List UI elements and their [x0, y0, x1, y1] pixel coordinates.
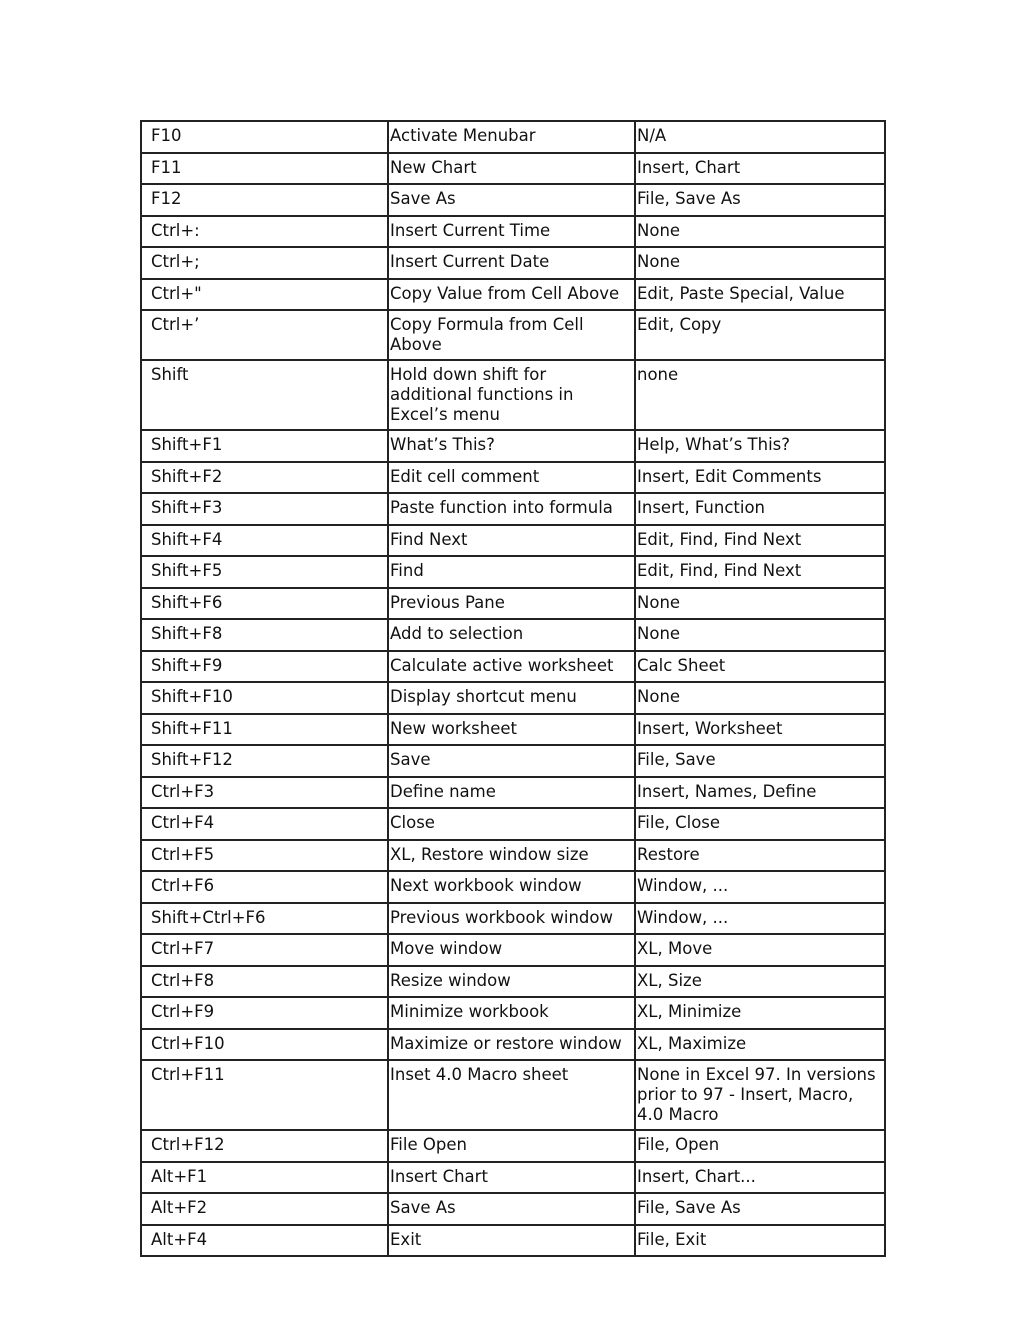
menu-equivalent-cell: Window, ...: [635, 903, 885, 935]
function-cell: Resize window: [388, 966, 635, 998]
shortcut-key-cell: Shift+F4: [141, 525, 388, 557]
menu-equivalent-cell: XL, Maximize: [635, 1029, 885, 1061]
menu-equivalent-cell: None: [635, 247, 885, 279]
function-cell: Activate Menubar: [388, 121, 635, 153]
table-row: [141, 1060, 885, 1130]
shortcut-key-cell: F12: [141, 184, 388, 216]
function-cell: Copy Formula from Cell Above: [388, 310, 635, 360]
menu-equivalent-cell: Edit, Find, Find Next: [635, 556, 885, 588]
shortcut-key-cell: Shift+F6: [141, 588, 388, 620]
table-row: [141, 1029, 885, 1061]
table-row: [141, 966, 885, 998]
shortcut-key-cell: Shift+F5: [141, 556, 388, 588]
menu-equivalent-cell: File, Save As: [635, 1193, 885, 1225]
menu-equivalent-cell: File, Exit: [635, 1225, 885, 1257]
function-cell: Edit cell comment: [388, 462, 635, 494]
table-row: [141, 588, 885, 620]
table-row: [141, 619, 885, 651]
function-cell: Close: [388, 808, 635, 840]
menu-equivalent-cell: File, Open: [635, 1130, 885, 1162]
menu-equivalent-cell: File, Close: [635, 808, 885, 840]
table-row: [141, 934, 885, 966]
menu-equivalent-cell: None: [635, 619, 885, 651]
table-row: [141, 430, 885, 462]
menu-equivalent-cell: File, Save: [635, 745, 885, 777]
menu-equivalent-cell: Calc Sheet: [635, 651, 885, 683]
menu-equivalent-cell: None: [635, 588, 885, 620]
function-cell: Maximize or restore window: [388, 1029, 635, 1061]
table-row: [141, 121, 885, 153]
function-cell: Insert Current Time: [388, 216, 635, 248]
function-cell: Add to selection: [388, 619, 635, 651]
shortcut-key-cell: Shift+F10: [141, 682, 388, 714]
table-row: [141, 1193, 885, 1225]
function-cell: Exit: [388, 1225, 635, 1257]
menu-equivalent-cell: XL, Size: [635, 966, 885, 998]
shortcut-key-cell: Ctrl+F7: [141, 934, 388, 966]
function-cell: Minimize workbook: [388, 997, 635, 1029]
menu-equivalent-cell: XL, Move: [635, 934, 885, 966]
function-cell: Copy Value from Cell Above: [388, 279, 635, 311]
shortcut-key-cell: Alt+F4: [141, 1225, 388, 1257]
table-row: [141, 1130, 885, 1162]
table-row: [141, 493, 885, 525]
menu-equivalent-cell: Insert, Chart: [635, 153, 885, 185]
menu-equivalent-cell: Insert, Edit Comments: [635, 462, 885, 494]
table-row: [141, 279, 885, 311]
menu-equivalent-cell: N/A: [635, 121, 885, 153]
function-cell: Inset 4.0 Macro sheet: [388, 1060, 635, 1130]
table-row: [141, 903, 885, 935]
table-row: [141, 216, 885, 248]
shortcut-key-cell: Ctrl+F3: [141, 777, 388, 809]
table-row: [141, 1225, 885, 1257]
table-row: [141, 184, 885, 216]
table-row: [141, 997, 885, 1029]
table-row: [141, 247, 885, 279]
table-row: [141, 1162, 885, 1194]
menu-equivalent-cell: Edit, Paste Special, Value: [635, 279, 885, 311]
shortcut-key-cell: Ctrl+": [141, 279, 388, 311]
shortcut-key-cell: Shift+F2: [141, 462, 388, 494]
shortcut-key-cell: Ctrl+F5: [141, 840, 388, 872]
shortcut-key-cell: Shift+F12: [141, 745, 388, 777]
menu-equivalent-cell: Window, ...: [635, 871, 885, 903]
table-row: [141, 714, 885, 746]
function-cell: New Chart: [388, 153, 635, 185]
menu-equivalent-cell: None in Excel 97. In versions prior to 97 - Insert, Macro, 4.0 Macro: [635, 1060, 885, 1130]
function-cell: Previous Pane: [388, 588, 635, 620]
function-cell: XL, Restore window size: [388, 840, 635, 872]
table-row: [141, 462, 885, 494]
menu-equivalent-cell: Restore: [635, 840, 885, 872]
table-row: [141, 871, 885, 903]
shortcut-key-cell: Alt+F1: [141, 1162, 388, 1194]
table-row: [141, 525, 885, 557]
shortcut-key-cell: Ctrl+F9: [141, 997, 388, 1029]
shortcut-key-cell: Ctrl+F8: [141, 966, 388, 998]
function-cell: Find: [388, 556, 635, 588]
shortcut-key-cell: Ctrl+’: [141, 310, 388, 360]
function-cell: Save As: [388, 1193, 635, 1225]
function-cell: Insert Current Date: [388, 247, 635, 279]
menu-equivalent-cell: File, Save As: [635, 184, 885, 216]
function-cell: Move window: [388, 934, 635, 966]
function-cell: Display shortcut menu: [388, 682, 635, 714]
table-row: [141, 360, 885, 430]
menu-equivalent-cell: none: [635, 360, 885, 430]
shortcut-key-cell: F10: [141, 121, 388, 153]
shortcut-key-cell: Shift+F11: [141, 714, 388, 746]
shortcut-key-cell: Ctrl+F6: [141, 871, 388, 903]
table-row: [141, 840, 885, 872]
shortcut-key-cell: Shift: [141, 360, 388, 430]
function-cell: Find Next: [388, 525, 635, 557]
shortcut-key-cell: F11: [141, 153, 388, 185]
function-cell: Paste function into formula: [388, 493, 635, 525]
shortcut-key-cell: Shift+F1: [141, 430, 388, 462]
function-cell: Calculate active worksheet: [388, 651, 635, 683]
menu-equivalent-cell: Insert, Chart...: [635, 1162, 885, 1194]
shortcut-key-cell: Shift+F9: [141, 651, 388, 683]
menu-equivalent-cell: None: [635, 216, 885, 248]
function-cell: What’s This?: [388, 430, 635, 462]
table-row: [141, 682, 885, 714]
shortcut-key-cell: Ctrl+;: [141, 247, 388, 279]
function-cell: New worksheet: [388, 714, 635, 746]
table-row: [141, 556, 885, 588]
table-row: [141, 745, 885, 777]
shortcut-key-cell: Shift+Ctrl+F6: [141, 903, 388, 935]
function-cell: Save: [388, 745, 635, 777]
table-row: [141, 310, 885, 360]
shortcut-key-cell: Ctrl+F4: [141, 808, 388, 840]
menu-equivalent-cell: XL, Minimize: [635, 997, 885, 1029]
shortcuts-table-body: [141, 121, 885, 1256]
table-row: [141, 777, 885, 809]
function-cell: Next workbook window: [388, 871, 635, 903]
function-cell: Hold down shift for additional functions in Excel’s menu: [388, 360, 635, 430]
shortcut-key-cell: Shift+F3: [141, 493, 388, 525]
shortcut-key-cell: Ctrl+F11: [141, 1060, 388, 1130]
menu-equivalent-cell: Edit, Copy: [635, 310, 885, 360]
shortcut-key-cell: Shift+F8: [141, 619, 388, 651]
function-cell: Save As: [388, 184, 635, 216]
function-cell: Insert Chart: [388, 1162, 635, 1194]
table-row: [141, 808, 885, 840]
shortcut-key-cell: Alt+F2: [141, 1193, 388, 1225]
shortcut-key-cell: Ctrl+F10: [141, 1029, 388, 1061]
function-cell: Previous workbook window: [388, 903, 635, 935]
menu-equivalent-cell: Insert, Function: [635, 493, 885, 525]
menu-equivalent-cell: Insert, Names, Define: [635, 777, 885, 809]
function-cell: File Open: [388, 1130, 635, 1162]
table-row: [141, 651, 885, 683]
table-row: [141, 153, 885, 185]
menu-equivalent-cell: None: [635, 682, 885, 714]
function-cell: Define name: [388, 777, 635, 809]
menu-equivalent-cell: Edit, Find, Find Next: [635, 525, 885, 557]
shortcut-key-cell: Ctrl+F12: [141, 1130, 388, 1162]
shortcuts-table: [140, 120, 886, 1257]
menu-equivalent-cell: Help, What’s This?: [635, 430, 885, 462]
menu-equivalent-cell: Insert, Worksheet: [635, 714, 885, 746]
shortcut-key-cell: Ctrl+:: [141, 216, 388, 248]
